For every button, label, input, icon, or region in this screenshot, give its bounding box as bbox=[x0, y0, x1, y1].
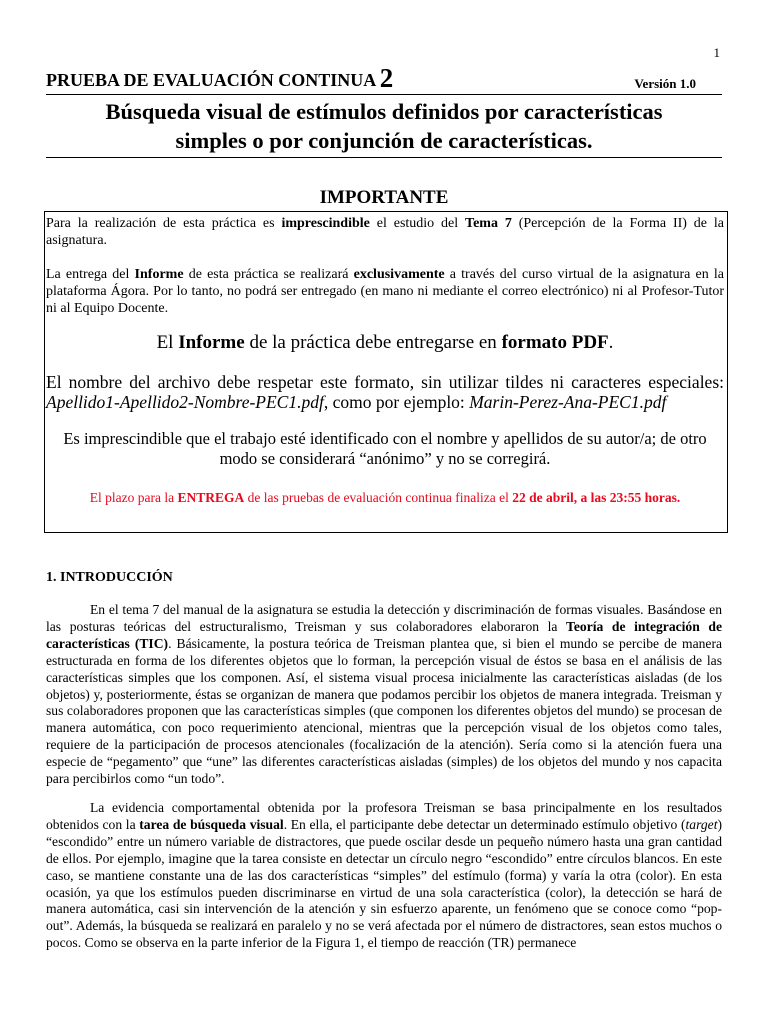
intro-paragraph-1: En el tema 7 del manual de la asignatura se estudia la detección y discriminación de formas visuales. Basándose en las posturas teóricas del estructuralismo, Treisman y sus colaboradores elaboraron la Teoría de integración de características (TIC). Básicamente, la postura teórica de Treisman plantea que, si bien el mundo se percibe de manera estructurada en forma de los diferentes objetos que lo forman, la percepción visual de éstos se basa en el análisis de las características simples que los componen. Así, el sistema visual procesa inicialmente las características aisladas (de los objetos) y, posteriormente, éstas se organizan de manera que podamos percibir los objetos de manera integrada. Treisman y sus colaboradores proponen que las características simples (que componen los diferentes objetos del mundo) se procesan de manera automática, con poco requerimiento atencional, mientras que la percepción visual de los objetos como tales, requiere de la participación de procesos atencionales (focalización de la atención). Sería como si la atención fuera una especie de “pegamento” que “une” las diferentes características aisladas (simples) de los objetos del mundo y nos capacita para percibirlos como “un todo”. bbox=[46, 602, 723, 787]
notice-paragraph-2: La entrega del Informe de esta práctica se realizará exclusivamente a través del curso virtual de la asignatura en la plataforma Ágora. Por lo tanto, no podrá ser entregado (en mano ni mediante el correo electrónico) ni al Profesor-Tutor ni al Equipo Docente. bbox=[46, 267, 724, 316]
intro-paragraph-2: La evidencia comportamental obtenida por la profesora Treisman se basa principalmente en los resultados obtenidos con la tarea de búsqueda visual. En ella, el participante debe detectar un determinado estímulo objetivo (target) “escondido” entre un número variable de distractores, que puede oscilar desde un pequeño número hasta una gran cantidad de ellos. Por ejemplo, imagine que la tarea consiste en detectar un círculo negro “escondido” entre círculos blancos. En este caso, se mantiene constante una de las dos características “simples” del estímulo (forma) y varía la otra (color). En esta ocasión, ya que los estímulos pueden discriminarse en virtud de una sola característica (color), la detección se hará de manera automática, casi sin intervención de la atención y sin esfuerzo aparente, un fenómeno que se conoce como “pop-out”. Además, la búsqueda se realizará en paralelo y no se verá afectada por el número de distractores, sean estos muchos o pocos. Como se observa en la parte inferior de la Figura 1, el tiempo de reacción (TR) permanece bbox=[46, 800, 722, 951]
page-number: 1 bbox=[713, 45, 720, 60]
anonymous-notice: Es imprescindible que el trabajo esté identificado con el nombre y apellidos de su autor/a; de otro modo se considerará “anónimo” y no se corregirá. bbox=[63, 429, 707, 468]
header-title: PRUEBA DE EVALUACIÓN CONTINUA 2 bbox=[46, 63, 394, 93]
section-heading-introduction: 1. INTRODUCCIÓN bbox=[46, 570, 173, 585]
notice-box bbox=[44, 211, 728, 533]
header-number: 2 bbox=[379, 63, 394, 93]
main-title-line-2: simples o por conjunción de características. bbox=[175, 128, 593, 153]
pdf-format-notice: El Informe de la práctica debe entregarse en formato PDF. bbox=[156, 332, 614, 353]
document-header bbox=[46, 63, 722, 95]
main-title-line-1: Búsqueda visual de estímulos definidos por características bbox=[105, 99, 663, 124]
notice-paragraph-1: Para la realización de esta práctica es imprescindible el estudio del Tema 7 (Percepción de la Forma II) de la asignatura. bbox=[46, 216, 724, 248]
important-heading: IMPORTANTE bbox=[319, 187, 449, 208]
file-name-format-notice: El nombre del archivo debe respetar este formato, sin utilizar tildes ni caracteres especiales: Apellido1-Apellido2-Nombre-PEC1.pdf, como por ejemplo: Marin-Perez-Ana-PEC1.pdf bbox=[46, 372, 724, 412]
header-version: Versión 1.0 bbox=[634, 76, 696, 91]
deadline-notice: El plazo para la ENTREGA de las pruebas de evaluación continua finaliza el 22 de abril, a las 23:55 horas. bbox=[89, 490, 681, 505]
main-title bbox=[46, 97, 722, 158]
